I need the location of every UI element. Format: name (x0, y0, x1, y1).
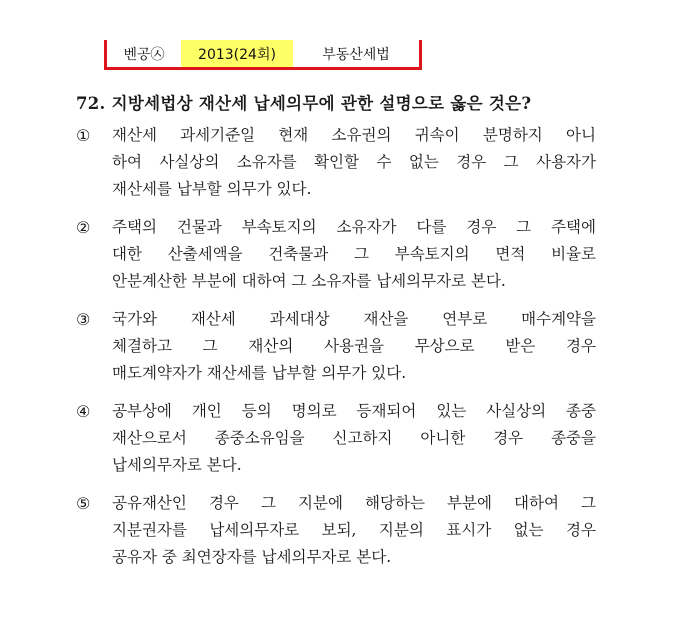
choice-number: ③ (76, 310, 91, 329)
choice-line: 국가와 재산세 과세대상 재산을 연부로 매수계약을 (112, 310, 596, 328)
choice-line: 공부상에 개인 등의 명의로 등재되어 있는 사실상의 종중 (112, 402, 596, 420)
choice-line: 체결하고 그 재산의 사용권을 무상으로 받은 경우 (112, 337, 596, 355)
choice-number: ② (76, 218, 91, 237)
choice-line: 대한 산출세액을 건축물과 그 부속토지의 면적 비율로 (112, 245, 596, 263)
choice-line: 공유재산인 경우 그 지분에 해당하는 부분에 대하여 그 (112, 494, 596, 512)
choice-line: 하여 사실상의 소유자를 확인할 수 없는 경우 그 사용자가 (112, 153, 596, 171)
choice-1 (76, 122, 596, 203)
exam-header (104, 40, 422, 70)
choice-text (112, 214, 596, 295)
choice-3 (76, 306, 596, 387)
choice-text (112, 398, 596, 479)
choice-list (76, 122, 596, 582)
choice-line: 납세의무자로 본다. (112, 456, 242, 474)
header-subject: 부동산세법 (322, 46, 390, 63)
header-year: 2013(24회) (181, 40, 293, 67)
choice-number: ⑤ (76, 494, 91, 513)
choice-2 (76, 214, 596, 295)
choice-line: 재산세 과세기준일 현재 소유권의 귀속이 분명하지 아니 (112, 126, 596, 144)
choice-text (112, 490, 596, 571)
choice-line: 재산세를 납부할 의무가 있다. (112, 180, 312, 198)
choice-line: 지분권자를 납세의무자로 보되, 지분의 표시가 없는 경우 (112, 521, 596, 539)
choice-line: 공유자 중 최연장자를 납세의무자로 본다. (112, 548, 392, 566)
choice-line: 재산으로서 종중소유임을 신고하지 아니한 경우 종중을 (112, 429, 596, 447)
choice-number: ④ (76, 402, 91, 421)
choice-4 (76, 398, 596, 479)
choice-line: 매도계약자가 재산세를 납부할 의무가 있다. (112, 364, 407, 382)
choice-line: 주택의 건물과 부속토지의 소유자가 다를 경우 그 주택에 (112, 218, 596, 236)
choice-line: 안분계산한 부분에 대하여 그 소유자를 납세의무자로 본다. (112, 272, 506, 290)
header-brand: 벤공㉦ (123, 46, 165, 63)
choice-text (112, 122, 596, 203)
choice-5 (76, 490, 596, 571)
choice-text (112, 306, 596, 387)
question-title: 72. 지방세법상 재산세 납세의무에 관한 설명으로 옳은 것은? (76, 94, 532, 113)
choice-number: ① (76, 126, 91, 145)
